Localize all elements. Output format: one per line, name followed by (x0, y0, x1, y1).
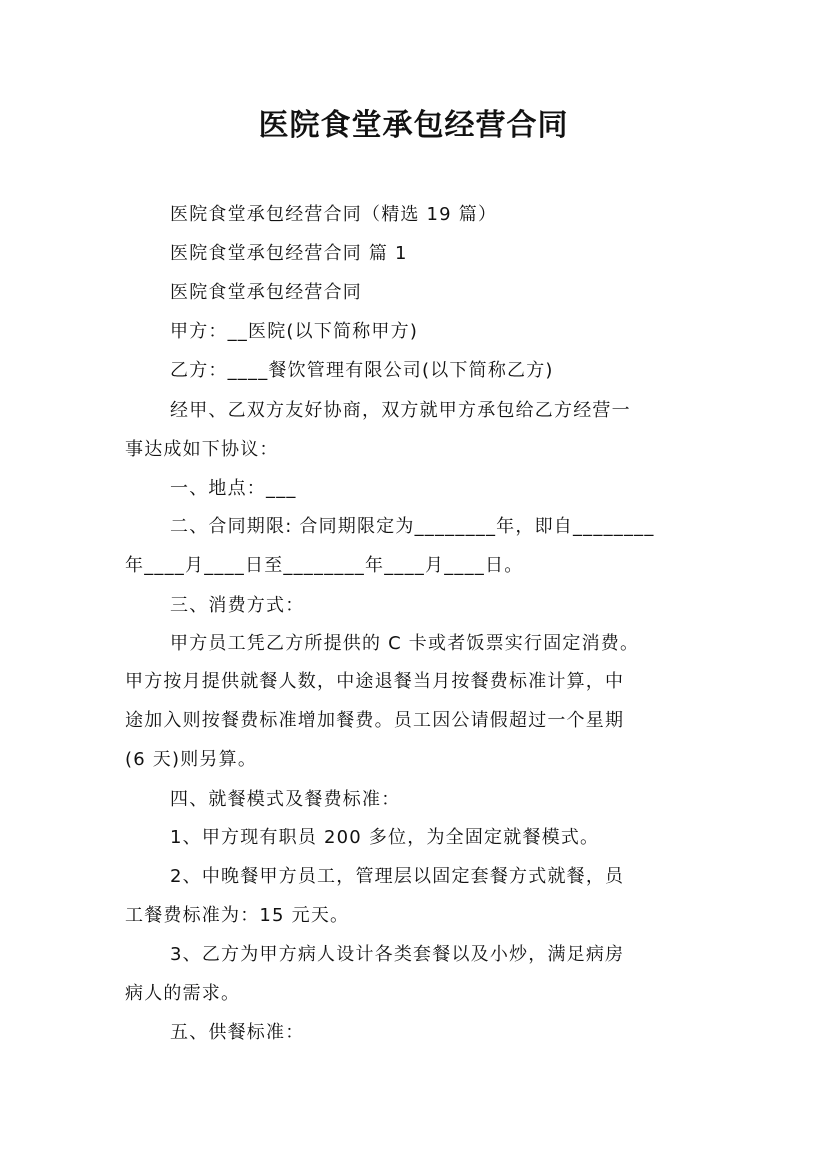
doc-line: 五、供餐标准： (170, 1022, 305, 1043)
doc-line: 乙方：____餐饮管理有限公司(以下简称乙方) (170, 360, 554, 381)
document-title: 医院食堂承包经营合同 (258, 108, 569, 143)
doc-line: 2、中晚餐甲方员工，管理层以固定套餐方式就餐，员 (170, 866, 625, 887)
doc-line: 年____月____日至________年____月____日。 (125, 555, 524, 576)
doc-line: 甲方按月提供就餐人数，中途退餐当月按餐费标准计算，中 (125, 671, 625, 692)
doc-line: 经甲、乙双方友好协商，双方就甲方承包给乙方经营一 (170, 400, 631, 421)
doc-line: 病人的需求。 (125, 983, 241, 1004)
doc-line: 四、就餐模式及餐费标准： (170, 789, 401, 810)
doc-line: 事达成如下协议： (125, 439, 279, 460)
doc-line: 工餐费标准为：15 元天。 (125, 905, 350, 926)
doc-line: 甲方：__医院(以下简称甲方) (170, 321, 419, 342)
doc-line: 医院食堂承包经营合同（精选 19 篇） (170, 204, 498, 225)
doc-line: (6 天)则另算。 (125, 749, 258, 770)
doc-line: 1、甲方现有职员 200 多位，为全固定就餐模式。 (170, 827, 600, 848)
doc-line: 3、乙方为甲方病人设计各类套餐以及小炒，满足病房 (170, 944, 625, 965)
doc-line: 一、地点：___ (170, 478, 297, 499)
doc-line: 医院食堂承包经营合同 (170, 282, 362, 303)
doc-line: 三、消费方式： (170, 595, 305, 616)
doc-line: 二、合同期限: 合同期限定为________年，即自________ (170, 516, 655, 537)
doc-line: 途加入则按餐费标准增加餐费。员工因公请假超过一个星期 (125, 710, 625, 731)
doc-line: 甲方员工凭乙方所提供的 C 卡或者饭票实行固定消费。 (170, 633, 640, 654)
doc-line: 医院食堂承包经营合同 篇 1 (170, 243, 408, 264)
